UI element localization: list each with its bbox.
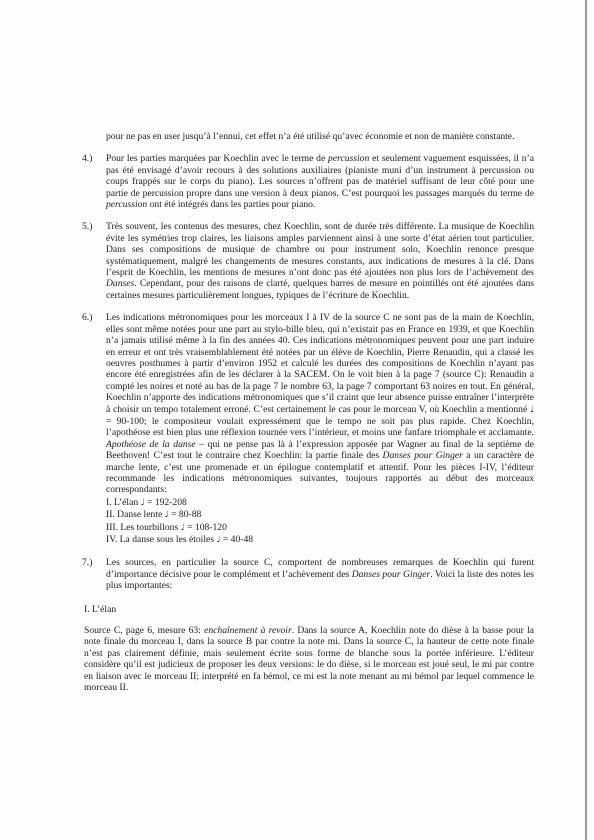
item-number: 4.) [82,153,93,165]
quarter-note-icon: ♩ [140,497,145,508]
item-number: 6.) [82,312,93,324]
italic-term: percussion [328,153,370,165]
text-run: Pour les parties marquées par Koechlin avec le terme de [106,153,329,165]
list-item [84,153,534,210]
text-run: ont été intégrés dans les parties pour piano. [147,199,316,211]
tempo-label: I. L’élan [106,496,139,508]
tempo-row [106,509,534,521]
tempo-row [106,522,534,534]
item-text [106,312,534,496]
item-text [106,153,534,210]
scan-edge-line [585,0,587,840]
text-run: Très souvent, les contenus des mesures, chez Koechlin, sont de durée très différente. La musique de Koechlin évite les symétries trop claires, les liaisons amples parviennent ainsi à une sorte d’état aérien tout particulier. Dans ses compositions de musique de chambre ou pour instrument solo, Koechlin renonce presque systématiquement, malgré les changements de mesures constants, aux indications de mesures à la clé. Dans l’esprit de Koechlin, les mentions de mesures n’ont donc pas été ajoutées non plus lors de l’achèvement des [106,221,534,279]
quarter-note-icon: ♩ [164,510,169,521]
item-number: 7.) [82,557,93,569]
quarter-note-icon: ♩ [180,522,185,533]
text-run: Les sources, en particulier la source C, comportent de nombreuses remarques de Koechlin qui furent d’importance décisive pour le complément et l’achèvement des [106,557,534,580]
text-run: . Voici la liste des notes les plus importantes: [106,568,534,592]
text-run: Source C, page 6, mesure 63: [84,625,205,637]
italic-term: Danses [106,278,135,290]
tempo-value: = 40-48 [222,534,254,545]
tempo-list [106,497,534,547]
tempo-label: III. Les tourbillons [106,521,179,533]
quarter-note-icon: ♩ [529,404,534,415]
italic-term: enchaînement à revoir [204,625,292,637]
final-paragraph [84,625,534,693]
italic-term: Danses pour Ginger [351,568,431,580]
intro-paragraph: pour ne pas en user jusqu’à l’ennui, cet effet n’a été utilisé qu’avec économie et non de manière constante. [106,131,515,142]
tempo-value: = 80-88 [171,509,202,521]
section-heading: I. L’élan [84,603,117,615]
numbered-list [84,153,534,591]
item-number: 5.) [82,221,93,233]
italic-term: Apothéose de la danse [106,438,196,450]
quarter-note-icon: ♩ [216,535,221,545]
tempo-value: = 192-208 [147,496,187,508]
item-text [106,557,534,591]
text-run: . Cependant, pour des raisons de clarté, quelques barres de mesure en pointillés ont été ajoutées dans certaines mesures particulièrement longues, typiques de l’écriture de Koechlin. [106,278,534,301]
list-item [84,312,534,546]
tempo-row [106,534,534,546]
text-run: . Dans la source A, Koechlin note do dièse à la basse pour la note finale du morceau I, dans la source B par contre la note mi. Dans la source C, la hauteur de cette note finale n’est pas clairement définie, mais seulement écrite sous forme de blanche sous la portée inférieure. L’éditeur considère qu’il est judicieux de proposer les deux versions: le do dièse, si le morceau est joué seul, le mi par contre en liaison avec le morceau II; interprété en fa bémol, ce mi est la note menant au mi bémol par lequel commence le morceau II. [84,625,534,694]
tempo-label: IV. La danse sous les étoiles [106,534,214,545]
list-item [84,557,534,591]
text-run: = 90-100; le compositeur voulait expressément que le tempo ne soit pas plus rapide. Chez Koechlin, l’apothéose est bien plus une réflexion tournée vers l’intérieur, et moins une fanfare triomphale et acclamante. [106,415,534,439]
list-item [84,221,534,301]
text-run: et seulement vaguement esquissées, il n’a pas été envisagé d’avoir recours à des solutions auxiliaires (pianiste muni d’un instrument à percussion ou coups frappés sur le corps du piano). Les sources n’offrent pas de matériel suffisant de leur côté pour une partie de percussion propre dans une version à deux pianos. C’est pourquoi les passages marqués du terme de [106,153,534,199]
italic-term: percussion [106,199,148,211]
italic-term: Danses pour Ginger [382,450,463,462]
tempo-row [106,497,534,509]
text-run: a un caractère de marche lente, c’est une promenade et un épilogue contemplatif et attentif. Pour les pièces I-IV, l’éditeur recommande les indications métronomiques suivantes, toujours rapportés au début des morceaux correspondants: [106,450,534,496]
text-run: – qui ne pense pas là à l’expression apposée par Wagner au final de la septième de Beethoven! C’est tout le contraire chez Koechlin: la partie finale des [106,438,534,462]
tempo-label: II. Danse lente [106,509,163,521]
tempo-value: = 108-120 [187,521,227,533]
text-run: Les indications métronomiques pour les morceaux I à IV de la source C ne sont pas de la main de Koechlin, elles sont même notées pour une part au stylo-bille bleu, qui n’existait pas en France en 1939, et que Koechlin n’a jamais utilisé même à la fin des années 40. Ces indications métronomiques peuvent pour une part induire en erreur et ont très vraisemblablement été notées par un élève de Koechlin, Pierre Renaudin, qui a classé les oeuvres posthumes à partir d’environ 1952 et calculé les durées des compositions de Koechlin n’ayant pas encore été enregistrées afin de les déclarer à la SACEM. On le voit bien à la page 7 (source C): Renaudin a compté les noires et noté au bas de la page 7 le nombre 63, la page 7 comportant 63 noires en tout. En général, Koechlin n’apporte des indications métronomiques que s’il craint que leur absence puisse entraîner l’interprète à choisir un tempo totalement erroné. C’est certainement le cas pour le morceau V, où Koechlin a mentionné [106,312,534,415]
item-text [106,221,534,301]
